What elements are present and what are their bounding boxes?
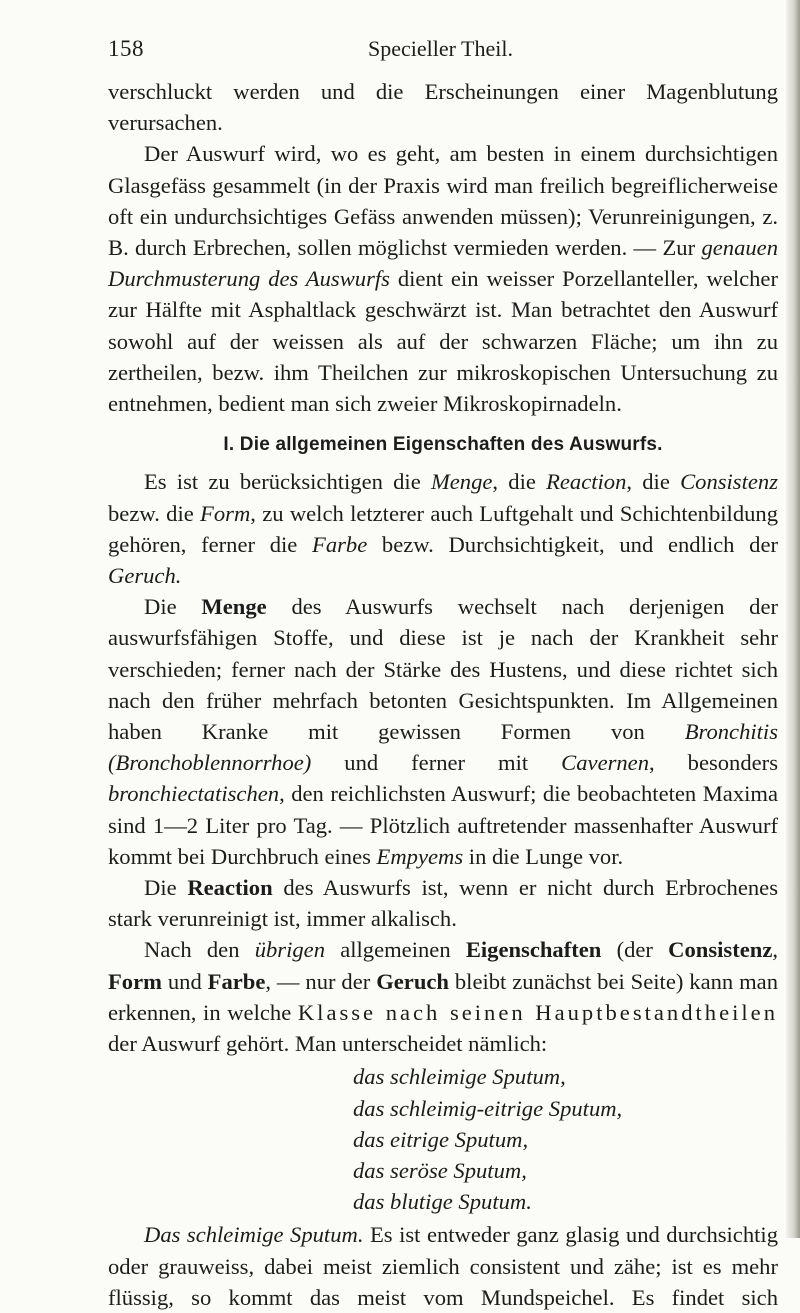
text-run: , besonders bbox=[649, 750, 778, 776]
emphasis-uebrigen: übrigen bbox=[254, 937, 325, 963]
text-run: bleibt zunächst bei Seite) kann man erkennen, in welche bbox=[108, 968, 778, 1025]
paragraph-1-text: verschluckt werden und die Erscheinungen einer Magenblutung verursachen. bbox=[108, 79, 778, 136]
paragraph-2 bbox=[108, 138, 778, 419]
page-edge-shadow bbox=[786, 0, 800, 1238]
paragraph-1 bbox=[108, 76, 778, 138]
text-run: Der Auswurf wird, wo es geht, am besten in einem durchsichtigen Glasgefäss gesammelt (in der Praxis wird man freilich begreiflicherweise oft ein undurchsichtiges Gefäss anwenden müssen); Verunreinigungen, z. B. durch Erbrechen, sollen möglichst vermieden werden. — Zur bbox=[108, 141, 778, 261]
list-item: das schleimig-eitrige Sputum, bbox=[353, 1095, 623, 1121]
section-heading: I. Die allgemeinen Eigenschaften des Auswurfs. bbox=[223, 434, 663, 456]
text-run: und ferner mit bbox=[311, 750, 562, 776]
text-run: dient ein weisser Porzellanteller, welcher zur Hälfte mit Asphaltlack geschwärzt ist. Man betrachtet den Auswurf sowohl auf der weissen als auf der schwarzen Fläche; um ihn zu zertheilen, bezw. ihm Theilchen zur mikroskopischen Untersuchung zu entnehmen, bedient man sich zweier Mikroskopirnadeln. bbox=[108, 266, 778, 417]
paragraph-4 bbox=[108, 591, 778, 872]
page-number: 158 bbox=[108, 36, 144, 61]
text-run: , bbox=[772, 937, 778, 963]
text-run: Nach den bbox=[144, 937, 255, 963]
text-run: des Auswurfs ist, wenn er nicht durch Erbrochenes stark verunreinigt ist, immer alkalisch. bbox=[108, 875, 778, 932]
list-item: das eitrige Sputum, bbox=[353, 1126, 529, 1152]
spaced-klasse: Klasse nach seinen Hauptbestandtheilen bbox=[297, 999, 778, 1025]
bold-form: Form bbox=[108, 968, 162, 994]
bold-geruch: Geruch bbox=[376, 968, 449, 994]
paragraph-6 bbox=[108, 934, 778, 1059]
text-run: , die bbox=[492, 469, 547, 495]
text-run: des Auswurfs wechselt nach derjenigen der auswurfsfähigen Stoffe, und diese ist je nach der Krankheit sehr verschieden; ferner nach der Stärke des Hustens, und diese richtet sich nach den früher mehrfach betonten Gesichtspunkten. Im Allgemeinen haben Kranke mit gewissen Formen von bbox=[108, 594, 779, 745]
bold-farbe: Farbe bbox=[207, 968, 266, 994]
list-item: das schleimige Sputum, bbox=[353, 1064, 566, 1090]
text-run: der Auswurf gehört. Man unterscheidet nämlich: bbox=[108, 1031, 548, 1057]
text-run: Die bbox=[144, 594, 202, 620]
emphasis-cavernen: Cavernen bbox=[561, 750, 650, 776]
emphasis-bronchiectatischen: bronchiectatischen bbox=[108, 781, 280, 807]
text-run: bezw. die bbox=[108, 500, 201, 526]
text-run: und bbox=[161, 968, 208, 994]
emphasis-menge: Menge bbox=[430, 469, 493, 495]
sputum-class-list bbox=[108, 1061, 778, 1217]
page-body bbox=[108, 76, 778, 1313]
text-run: , die bbox=[626, 469, 681, 495]
page-header bbox=[108, 22, 778, 62]
text-run: allgemeinen bbox=[325, 937, 466, 963]
text-run: Es ist entweder ganz glasig und durchsichtig oder grauweiss, dabei meist ziemlich consistent und zähe; ist es mehr flüssig, so kommt das meist vom Mundspeichel. Es findet sich bbox=[108, 1222, 778, 1310]
bold-eigenschaften: Eigenschaften bbox=[465, 937, 602, 963]
emphasis-consistenz: Consistenz bbox=[680, 469, 778, 495]
paragraph-3 bbox=[108, 466, 778, 591]
text-run: (der bbox=[601, 937, 669, 963]
text-run: Es ist zu berücksichtigen die bbox=[144, 469, 431, 495]
emphasis-bronchitis: Bronchitis (Bronchoblennorrhoe) bbox=[108, 719, 778, 776]
paragraph-7 bbox=[108, 1219, 778, 1313]
list-item: das blutige Sputum. bbox=[353, 1189, 532, 1215]
emphasis-empyems: Empyems bbox=[376, 843, 464, 869]
list-item: das seröse Sputum, bbox=[353, 1157, 527, 1183]
emphasis-schleimige-sputum: Das schleimige Sputum. bbox=[144, 1222, 364, 1248]
text-run: Die bbox=[144, 875, 188, 901]
emphasis-farbe: Farbe bbox=[312, 531, 368, 557]
paragraph-5 bbox=[108, 872, 778, 934]
emphasis-reaction: Reaction bbox=[546, 469, 627, 495]
text-run: , — nur der bbox=[265, 968, 377, 994]
text-run: , zu welch letzterer auch Luftgehalt und Schichtenbildung gehören, ferner die bbox=[108, 500, 779, 557]
text-run: in die Lunge vor. bbox=[463, 843, 624, 869]
running-head: Specieller Theil. bbox=[368, 36, 513, 61]
text-run: bezw. Durchsichtigkeit, und endlich der bbox=[367, 531, 779, 557]
emphasis-form: Form bbox=[200, 500, 251, 526]
bold-reaction: Reaction bbox=[187, 875, 273, 901]
emphasis-durchmusterung: genauen Durchmusterung des Auswurfs bbox=[108, 235, 778, 292]
bold-menge: Menge bbox=[201, 594, 267, 620]
emphasis-geruch: Geruch. bbox=[108, 563, 182, 589]
text-run: , den reichlichsten Auswurf; die beobachteten Maxima sind 1—2 Liter pro Tag. — Plötzlich auftretender massenhafter Auswurf kommt bei Durchbruch eines bbox=[108, 781, 778, 869]
bold-consistenz: Consistenz bbox=[668, 937, 773, 963]
